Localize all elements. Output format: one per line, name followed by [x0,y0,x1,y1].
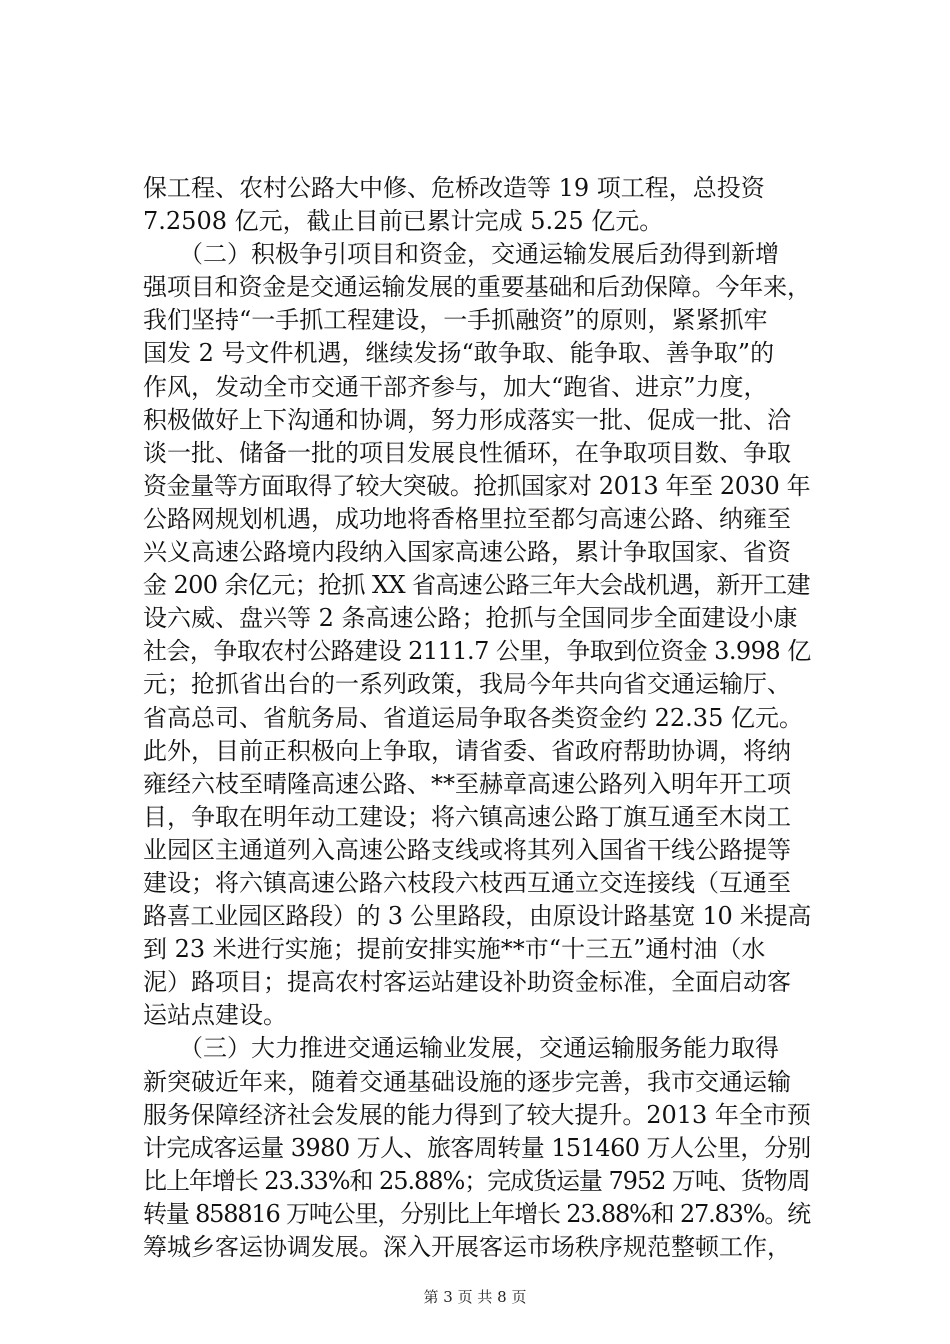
text-line: 设六威、盘兴等 2 条高速公路；抢抓与全国同步全面建设小康 [143,604,798,633]
text-line: 到 23 米进行实施；提前安排实施**市“十三五”通村油（水 [143,935,766,964]
text-line: 资金量等方面取得了较大突破。抢抓国家对 2013 年至 2030 年 [143,471,811,500]
text-line: （三）大力推进交通运输业发展，交通运输服务能力取得 [143,1034,779,1063]
text-line: 新突破近年来，随着交通基础设施的逐步完善，我市交通运输 [143,1067,791,1096]
text-line: 路喜工业园区路段）的 3 公里路段，由原设计路基宽 10 米提高 [143,902,812,931]
text-line: 省高总司、省航务局、省道运局争取各类资金约 22.35 亿元。 [143,703,803,732]
text-line: 建设；将六镇高速公路六枝段六枝西互通立交连接线（互通至 [143,868,791,897]
text-line: 业园区主通道列入高速公路支线或将其列入国省干线公路提等 [143,835,791,864]
text-line: 金 200 余亿元；抢抓 XX 省高速公路三年大会战机遇，新开工建 [143,571,810,600]
text-line: 积极做好上下沟通和协调，努力形成落实一批、促成一批、洽 [143,405,791,434]
text-line: 兴义高速公路境内段纳入国家高速公路，累计争取国家、省资 [143,538,791,567]
text-line: 目，争取在明年动工建设；将六镇高速公路丁旗互通至木岗工 [143,802,791,831]
text-line: 国发 2 号文件机遇，继续发扬“敢争取、能争取、善争取”的 [143,339,775,368]
text-line: 我们坚持“一手抓工程建设，一手抓融资”的原则，紧紧抓牢 [143,306,768,335]
text-line: 保工程、农村公路大中修、危桥改造等 19 项工程，总投资 [143,174,765,202]
page-footer: 第 3 页 共 8 页 [423,1288,527,1306]
text-line: 雍经六枝至晴隆高速公路、**至赫章高速公路列入明年开工项 [143,769,791,798]
text-line: 转量 858816 万吨公里，分别比上年增长 23.88%和 27.83%。统 [143,1199,810,1228]
text-line: 比上年增长 23.33%和 25.88%；完成货运量 7952 万吨、货物周 [143,1166,810,1195]
text-line: 社会，争取农村公路建设 2111.7 公里，争取到位资金 3.998 亿 [143,637,811,666]
text-line: 筹城乡客运协调发展。深入开展客运市场秩序规范整顿工作， [143,1233,791,1261]
text-line: 此外，目前正积极向上争取，请省委、省政府帮助协调，将纳 [143,736,791,765]
text-line: 运站点建设。 [143,1001,287,1030]
text-line: 泥）路项目；提高农村客运站建设补助资金标准，全面启动客 [143,968,791,997]
text-line: 7.2508 亿元，截止目前已累计完成 5.25 亿元。 [143,207,664,236]
text-line: 谈一批、储备一批的项目发展良性循环，在争取项目数、争取 [143,438,791,467]
text-line: （二）积极争引项目和资金，交通运输发展后劲得到新增 [143,240,779,269]
text-line: 计完成客运量 3980 万人、旅客周转量 151460 万人公里，分别 [143,1133,811,1162]
text-line: 服务保障经济社会发展的能力得到了较大提升。2013 年全市预 [143,1100,811,1129]
body-text [143,172,811,1264]
text-line: 强项目和资金是交通运输发展的重要基础和后劲保障。今年来， [143,273,811,302]
text-line: 公路网规划机遇，成功地将香格里拉至都匀高速公路、纳雍至 [143,504,791,533]
text-line: 作风，发动全市交通干部齐参与，加大“跑省、进京”力度， [143,372,768,401]
text-line: 元；抢抓省出台的一系列政策，我局今年共向省交通运输厅、 [143,670,791,699]
